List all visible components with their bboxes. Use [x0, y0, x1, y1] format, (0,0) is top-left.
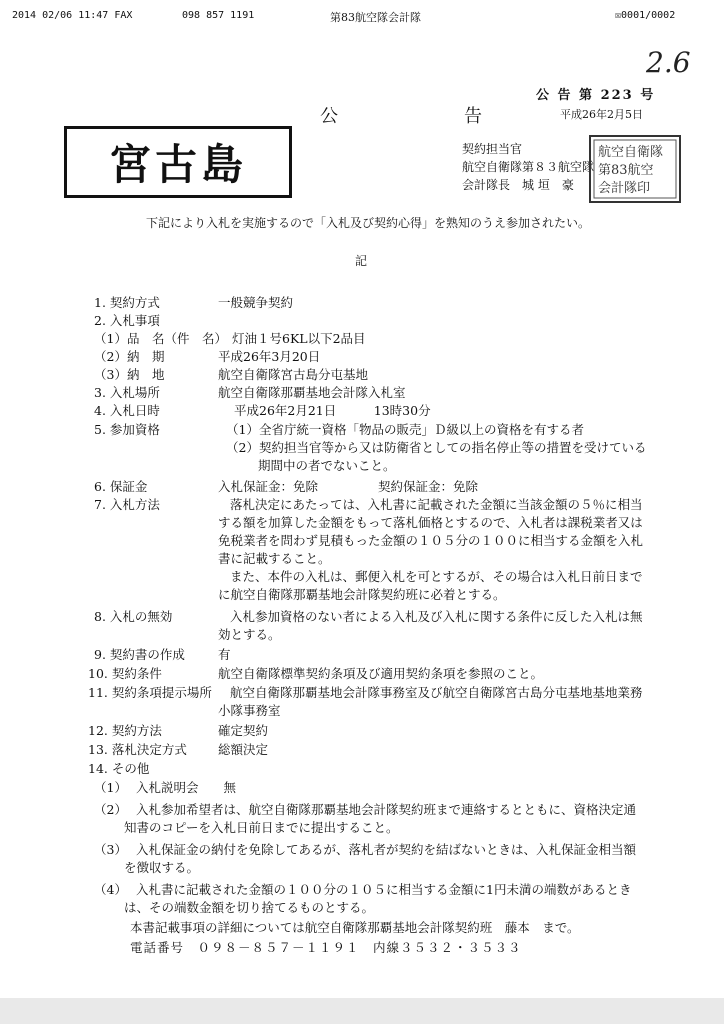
fax-page-number: 0001/0002	[621, 10, 676, 21]
item-14-2-line-2: 知書のコピーを入札日前日までに提出すること。	[124, 820, 399, 835]
item-13-label: 13. 落札決定方式	[88, 742, 187, 757]
item-7-line-3: 免税業者を問わず見積もった金額の１０５分の１００に相当する金額を入札	[218, 533, 644, 548]
contact-line: 本書記載事項の詳細については航空自衛隊那覇基地会計隊契約班 藤本 まで。	[130, 920, 580, 935]
item-8-line-1: 入札参加資格のない者による入札及び入札に関する条件に反した入札は無	[230, 609, 643, 624]
fax-timestamp: 2014 02/06 11:47 FAX	[12, 10, 133, 21]
item-7-line-1: 落札決定にあたっては、入札書に記載された金額に当該金額の５％に相当	[230, 497, 643, 512]
item-12-value: 確定契約	[218, 723, 269, 738]
item-14-3-line-2: を徴収する。	[124, 860, 200, 875]
item-11-line-2: 小隊事務室	[218, 703, 281, 718]
official-seal	[588, 134, 682, 204]
fax-page-icon: ☒	[615, 10, 622, 21]
item-14-3-line-1: 入札保証金の納付を免除してあるが、落札者が契約を結ばないときは、入札保証金相当額	[136, 842, 637, 857]
fax-number: 098 857 1191	[182, 10, 255, 21]
item-3-value: 航空自衛隊那覇基地会計隊入札室	[218, 385, 406, 400]
item-2-label: 2. 入札事項	[94, 313, 160, 328]
item-7-line-4: 書に記載すること。	[218, 551, 331, 566]
fax-sender: 第83航空隊会計隊	[330, 11, 421, 24]
item-6-label: 6. 保証金	[94, 479, 148, 494]
issuer-name: 会計隊長 城 垣 豪	[462, 178, 574, 192]
item-11-label: 11. 契約条項提示場所	[88, 685, 212, 700]
item-10-label: 10. 契約条件	[88, 666, 162, 681]
ki-heading: 記	[355, 254, 368, 268]
item-6-bid-deposit: 入札保証金：免除	[218, 479, 319, 494]
item-14-label: 14. その他	[88, 761, 150, 776]
item-5-qual-2-line1: （2）契約担当官等から又は防衛省としての指名停止等の措置を受けている	[226, 440, 647, 455]
item-12-label: 12. 契約方法	[88, 723, 162, 738]
scan-edge-band	[0, 998, 724, 1024]
item-14-4-num: （4）	[94, 882, 127, 897]
item-10-value: 航空自衛隊標準契約条項及び適用契約条項を参照のこと。	[218, 666, 544, 681]
phone-line: 電話番号 ０９８－８５７－１１９１ 内線３５３２・３５３３	[130, 940, 522, 955]
item-4-value: 平成26年2月21日 13時30分	[234, 403, 431, 418]
item-14-1-num: （1）	[94, 780, 127, 795]
item-2-3-value: 航空自衛隊宮古島分屯基地	[218, 367, 369, 382]
page-title: 公 告	[320, 106, 512, 127]
item-11-line-1: 航空自衛隊那覇基地会計隊事務室及び航空自衛隊宮古島分屯基地基地業務	[230, 685, 643, 700]
handwritten-note-text: 2.6	[646, 46, 691, 79]
item-1-label: 1. 契約方式	[94, 295, 160, 310]
item-4-label: 4. 入札日時	[94, 403, 160, 418]
item-7-line-5: また、本件の入札は、郵便入札を可とするが、その場合は入札日前日まで	[230, 569, 643, 584]
item-6-contract-deposit: 契約保証金：免除	[378, 479, 479, 494]
item-5-qual-1: （1）全省庁統一資格「物品の販売」Ｄ級以上の資格を有する者	[226, 422, 584, 437]
notice-number: 公 告 第 223 号	[536, 88, 656, 103]
issuer-org: 航空自衛隊第８３航空隊	[462, 160, 595, 174]
item-14-4-line-2: は、その端数金額を切り捨てるものとする。	[124, 900, 375, 915]
item-7-label: 7. 入札方法	[94, 497, 160, 512]
handwritten-note	[644, 42, 702, 80]
notice-date: 平成26年2月5日	[560, 108, 643, 121]
fax-page-indicator	[615, 10, 675, 21]
intro-text: 下記により入札を実施するので「入札及び契約心得」を熟知のうえ参加されたい。	[146, 216, 591, 230]
item-2-1-label: （1）品 名（件 名）	[94, 331, 227, 346]
item-3-label: 3. 入札場所	[94, 385, 160, 400]
location-stamp	[64, 126, 292, 198]
item-8-line-2: 効とする。	[218, 627, 281, 642]
item-14-1-line-1: 入札説明会 無	[136, 780, 237, 795]
location-stamp-text: 宮古島	[108, 140, 247, 189]
item-5-label: 5. 参加資格	[94, 422, 160, 437]
item-7-line-2: する額を加算した金額をもって落札価格とするので、入札者は課税業者又は	[218, 515, 643, 530]
item-9-value: 有	[218, 647, 231, 662]
item-2-2-value: 平成26年3月20日	[218, 349, 321, 364]
item-2-1-value: 灯油１号6KL以下2品目	[232, 331, 366, 346]
item-5-qual-2-line2: 期間中の者でないこと。	[258, 458, 396, 473]
item-13-value: 総額決定	[218, 742, 269, 757]
item-8-label: 8. 入札の無効	[94, 609, 173, 624]
svg-text:航空自衛隊: 航空自衛隊	[598, 145, 664, 160]
svg-text:第83航空: 第83航空	[598, 163, 654, 178]
svg-text:会計隊印: 会計隊印	[598, 181, 651, 196]
item-14-2-line-1: 入札参加希望者は、航空自衛隊那覇基地会計隊契約班まで連絡するとともに、資格決定通	[136, 802, 637, 817]
item-14-2-num: （2）	[94, 802, 127, 817]
item-9-label: 9. 契約書の作成	[94, 647, 185, 662]
item-2-2-label: （2）納 期	[94, 349, 165, 364]
item-14-3-num: （3）	[94, 842, 127, 857]
item-7-line-6: に航空自衛隊那覇基地会計隊契約班に必着とする。	[218, 587, 506, 602]
item-1-value: 一般競争契約	[218, 295, 294, 310]
item-14-4-line-1: 入札書に記載された金額の１００分の１０５に相当する金額に1円未満の端数があるとき	[136, 882, 632, 897]
issuer-role: 契約担当官	[462, 142, 523, 156]
item-2-3-label: （3）納 地	[94, 367, 165, 382]
